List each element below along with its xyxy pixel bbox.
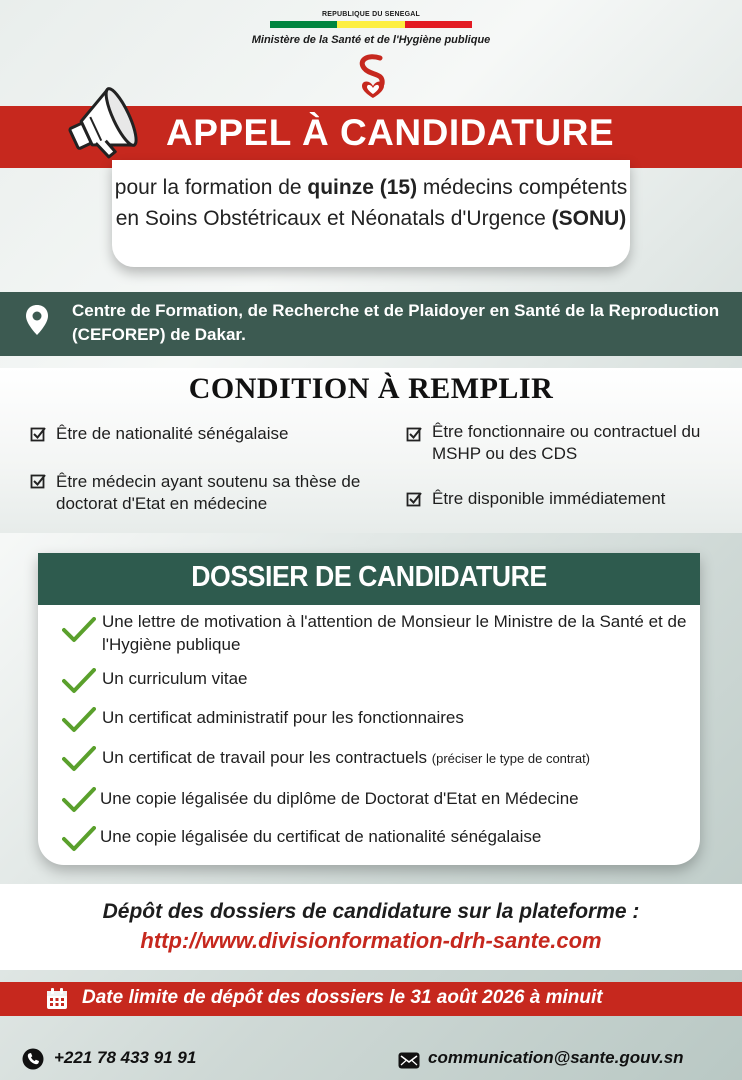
senegal-flag-stripe — [270, 21, 472, 28]
checkmark-icon — [62, 826, 96, 852]
calendar-icon — [45, 987, 69, 1011]
checkmark-icon — [62, 787, 96, 813]
dossier-item: Une copie légalisée du certificat de nationalité sénégalaise — [100, 827, 542, 846]
dossier-item-note: (préciser le type de contrat) — [431, 751, 591, 766]
dossier-item: Une copie légalisée du diplôme de Doctorat d'Etat en Médecine — [100, 789, 579, 808]
checkbox-icon — [406, 426, 423, 443]
ministry-name: Ministère de la Santé et de l'Hygiène publique — [251, 34, 491, 46]
location-pin-icon — [24, 303, 50, 337]
condition-item: Être fonctionnaire ou contractuel du MSHP ou des CDS — [432, 422, 701, 463]
dossier-title: DOSSIER DE CANDIDATURE — [191, 561, 547, 593]
phone-icon — [22, 1048, 44, 1070]
platform-link[interactable]: http://www.divisionformation-drh-sante.com — [140, 928, 602, 953]
subtitle-part1: pour la formation de — [114, 176, 308, 199]
ministry-logo-icon — [350, 52, 396, 102]
conditions-title: CONDITION À REMPLIR — [188, 372, 554, 405]
depot-section — [0, 884, 742, 970]
checkbox-icon — [406, 491, 423, 508]
dossier-item-text: Un certificat de travail pour les contractuels — [102, 748, 428, 767]
dossier-item: Une lettre de motivation à l'attention de Monsieur le Ministre de la Santé et de l'Hygiène publique — [102, 612, 687, 654]
checkmark-icon — [62, 707, 96, 733]
email-address[interactable]: communication@sante.gouv.sn — [428, 1048, 684, 1067]
checkmark-icon — [62, 617, 96, 643]
phone-number[interactable]: +221 78 433 91 91 — [54, 1048, 197, 1067]
condition-item: Être médecin ayant soutenu sa thèse de doctorat d'Etat en médecine — [56, 472, 361, 513]
condition-item: Être de nationalité sénégalaise — [56, 424, 289, 443]
dossier-item: Un certificat administratif pour les fonctionnaires — [102, 708, 464, 727]
subtitle-part2: médecins compétents en Soins Obstétricaux et Néonatals d'Urgence — [115, 176, 628, 230]
checkmark-icon — [62, 746, 96, 772]
checkbox-icon — [30, 473, 47, 490]
location-text: Centre de Formation, de Recherche et de Plaidoyer en Santé de la Reproduction (CEFOREP) de Dakar. — [72, 301, 720, 344]
subtitle-text — [112, 172, 630, 234]
envelope-icon — [398, 1052, 420, 1069]
dossier-item: Un curriculum vitae — [102, 669, 248, 688]
dossier-item-with-note — [102, 746, 692, 770]
subtitle-count: quinze (15) — [307, 176, 418, 199]
condition-item: Être disponible immédiatement — [432, 489, 666, 508]
deadline-text: Date limite de dépôt des dossiers le 31 août 2026 à minuit — [82, 987, 603, 1008]
checkmark-icon — [62, 668, 96, 694]
depot-title: Dépôt des dossiers de candidature sur la plateforme : — [102, 900, 640, 923]
checkbox-icon — [30, 426, 47, 443]
subtitle-acronym: (SONU) — [551, 207, 627, 230]
page-title: APPEL À CANDIDATURE — [165, 112, 615, 153]
republic-label: REPUBLIQUE DU SENEGAL — [322, 11, 420, 18]
